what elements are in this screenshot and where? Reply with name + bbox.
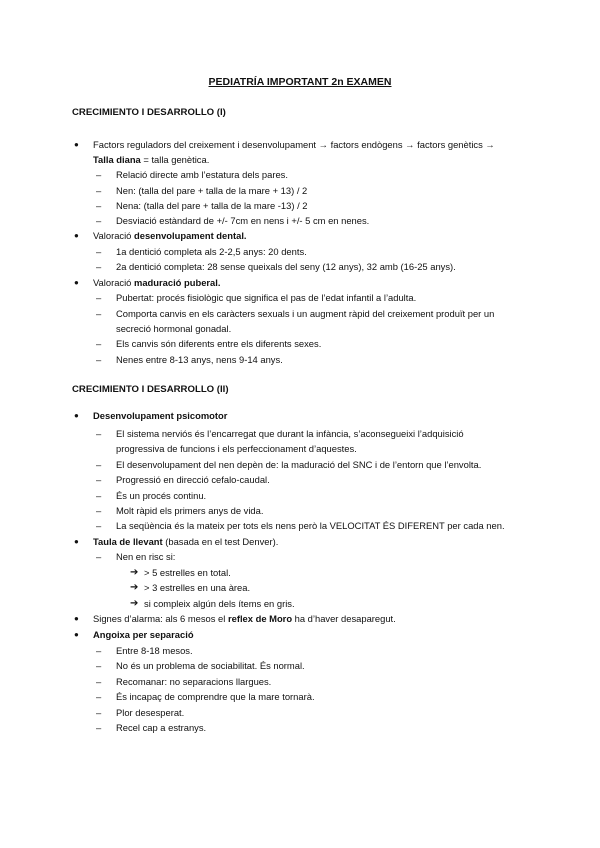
- dash-icon: –: [96, 459, 102, 470]
- dash-icon: –: [96, 354, 102, 365]
- bold-term: Taula de llevant: [93, 536, 163, 547]
- list-item: Nen: (talla del pare + talla de la mare + 13) / 2: [116, 185, 308, 196]
- list-item: Comporta canvis en els caràcters sexuals i un augment ràpid del creixement produït per un: [116, 308, 495, 319]
- dash-icon: –: [96, 660, 102, 671]
- bullet-icon: ●: [74, 537, 79, 546]
- section-heading-1: CRECIMIENTO I DESARROLLO (I): [72, 107, 226, 118]
- list-item: La seqüència és la mateix per tots els nens però la VELOCITAT ÉS DIFERENT per cada nen.: [116, 520, 505, 531]
- text-span: Valoració: [93, 277, 134, 288]
- arrow-icon: ➔: [130, 598, 139, 609]
- dash-icon: –: [96, 169, 102, 180]
- list-item: 1a dentició completa als 2-2,5 anys: 20 dents.: [116, 246, 307, 257]
- text-span: ha d’haver desaparegut.: [292, 613, 396, 624]
- dash-icon: –: [96, 428, 102, 439]
- section-heading-2: CRECIMIENTO I DESARROLLO (II): [72, 384, 229, 395]
- sub-list-item: si compleix algún dels ítems en gris.: [144, 598, 295, 609]
- list-item: Desviació estàndard de +/- 7cm en nens i +/- 5 cm en nenes.: [116, 215, 370, 226]
- paragraph-line: [93, 629, 194, 641]
- dash-icon: –: [96, 338, 102, 349]
- paragraph-line: [93, 410, 227, 422]
- bold-term: Angoixa per separació: [93, 629, 194, 640]
- paragraph-line: Factors reguladors del creixement i desenvolupament → factors endògens → factors genètics →: [93, 139, 495, 150]
- page-title: PEDIATRÍA IMPORTANT 2n EXAMEN: [208, 76, 392, 88]
- arrow-icon: ➔: [130, 567, 139, 578]
- sub-list-item: > 3 estrelles en una àrea.: [144, 582, 251, 593]
- dash-icon: –: [96, 261, 102, 272]
- list-item: El sistema nerviós és l’encarregat que durant la infància, s’aconsegueixi l’adquisició: [116, 428, 464, 439]
- list-item: És un procés continu.: [116, 490, 207, 501]
- list-item: Entre 8-18 mesos.: [116, 645, 193, 656]
- list-item: Els canvis són diferents entre els diferents sexes.: [116, 338, 322, 349]
- bullet-icon: ●: [74, 411, 79, 420]
- bullet-icon: ●: [74, 614, 79, 623]
- dash-icon: –: [96, 308, 102, 319]
- bold-term: desenvolupament dental.: [134, 230, 247, 241]
- list-item: Plor desesperat.: [116, 707, 185, 718]
- dash-icon: –: [96, 691, 102, 702]
- bullet-icon: ●: [74, 231, 79, 240]
- dash-icon: –: [96, 645, 102, 656]
- paragraph-line: [93, 154, 209, 166]
- list-item: Progressió en direcció cefalo-caudal.: [116, 474, 270, 485]
- bold-term: Talla diana: [93, 154, 141, 165]
- bold-term: maduració puberal.: [134, 277, 221, 288]
- list-item: Recomanar: no separacions llargues.: [116, 676, 272, 687]
- dash-icon: –: [96, 520, 102, 531]
- dash-icon: –: [96, 505, 102, 516]
- bold-term: Desenvolupament psicomotor: [93, 410, 228, 421]
- paragraph-line: [93, 536, 278, 548]
- dash-icon: –: [96, 215, 102, 226]
- arrow-icon: ➔: [130, 582, 139, 593]
- dash-icon: –: [96, 490, 102, 501]
- list-item: És incapaç de comprendre que la mare tornarà.: [116, 691, 315, 702]
- dash-icon: –: [96, 551, 102, 562]
- bold-term: reflex de Moro: [227, 613, 293, 624]
- list-item: Pubertat: procés fisiològic que significa el pas de l’edat infantil a l’adulta.: [116, 292, 417, 303]
- dash-icon: –: [96, 722, 102, 733]
- paragraph-line: [93, 277, 220, 289]
- dash-icon: –: [96, 474, 102, 485]
- list-item: Relació directe amb l’estatura dels pares.: [116, 169, 288, 180]
- list-item: Molt ràpid els primers anys de vida.: [116, 505, 264, 516]
- dash-icon: –: [96, 676, 102, 687]
- list-item: Nena: (talla del pare + talla de la mare -13) / 2: [116, 200, 308, 211]
- sub-list-item: > 5 estrelles en total.: [144, 567, 231, 578]
- dash-icon: –: [96, 292, 102, 303]
- text-span: Signes d’alarma: als 6 mesos el: [93, 613, 228, 624]
- paragraph-line: [93, 613, 396, 625]
- list-item: Recel cap a estranys.: [116, 722, 207, 733]
- text-span: (basada en el test Denver).: [162, 536, 279, 547]
- dash-icon: –: [96, 200, 102, 211]
- list-item: 2a dentició completa: 28 sense queixals del seny (12 anys), 32 amb (16-25 anys).: [116, 261, 456, 272]
- dash-icon: –: [96, 185, 102, 196]
- list-item: Nen en risc si:: [116, 551, 176, 562]
- list-item-continuation: secreció hormonal gonadal.: [116, 323, 232, 334]
- list-item: El desenvolupament del nen depèn de: la maduració del SNC i de l’entorn que l’envolta.: [116, 459, 482, 470]
- list-item: No és un problema de sociabilitat. És normal.: [116, 660, 305, 671]
- list-item: Nenes entre 8-13 anys, nens 9-14 anys.: [116, 354, 283, 365]
- bullet-icon: ●: [74, 630, 79, 639]
- paragraph-line: [93, 230, 247, 242]
- bullet-icon: ●: [74, 140, 79, 149]
- text-span: Valoració: [93, 230, 134, 241]
- dash-icon: –: [96, 707, 102, 718]
- bullet-icon: ●: [74, 278, 79, 287]
- list-item-continuation: progressiva de funcions i els perfeccionament d’aquestes.: [116, 443, 357, 454]
- dash-icon: –: [96, 246, 102, 257]
- text-span: = talla genètica.: [140, 154, 210, 165]
